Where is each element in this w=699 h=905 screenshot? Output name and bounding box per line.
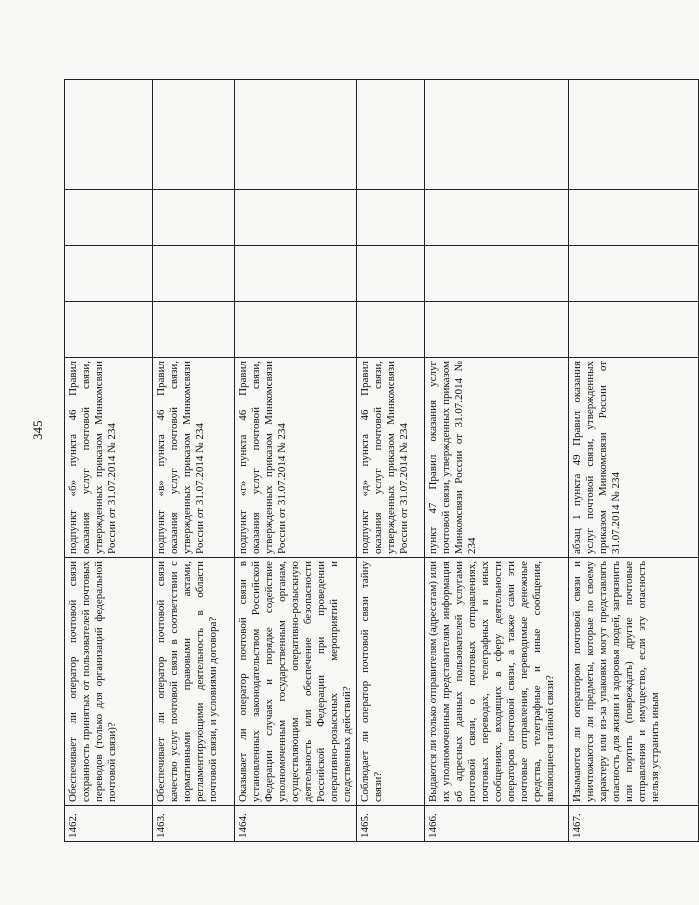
table-row — [235, 80, 357, 842]
note-cell — [153, 80, 235, 190]
answer-no-cell — [65, 246, 153, 302]
row-number: 1462. — [65, 806, 153, 842]
row-question: Обеспечивает ли оператор почтовой связи качество услуг почтовой связи в соответствии с нормативными правовыми актами, регламентирующими деятельность в области почтовой связи, и условиями договора? — [153, 558, 235, 806]
document-table-sheet — [64, 80, 661, 842]
answer-na-cell — [153, 190, 235, 246]
answer-yes-cell — [569, 302, 699, 358]
table-row — [357, 80, 425, 842]
answer-yes-cell — [235, 302, 357, 358]
page-number: 345 — [30, 420, 45, 440]
row-question: Обеспечивает ли оператор почтовой связи сохранность принятых от пользователей почтовых переводов (только для организаций федеральной почтовой связи)? — [65, 558, 153, 806]
answer-yes-cell — [65, 302, 153, 358]
note-cell — [569, 80, 699, 190]
row-legal-reference: пункт 47 Правил оказания услуг почтовой связи, утвержденных приказом Минкомсвязи России от 31.07.2014 № 234 — [425, 358, 569, 558]
answer-no-cell — [153, 246, 235, 302]
note-cell — [357, 80, 425, 190]
table-row — [425, 80, 569, 842]
note-cell — [235, 80, 357, 190]
note-cell — [425, 80, 569, 190]
row-number: 1464. — [235, 806, 357, 842]
row-number: 1467. — [569, 806, 699, 842]
answer-na-cell — [65, 190, 153, 246]
answer-na-cell — [357, 190, 425, 246]
answer-yes-cell — [425, 302, 569, 358]
row-question: Оказывает ли оператор почтовой связи в установленных законодательством Российской Федерации случаях и порядке содействие уполномоченным государственным органам, осуществляющим оперативно-розыскную деятельность или обеспечение безопасности Российской Федерации при проведении оперативно-розыскных мероприятий и следственных действий? — [235, 558, 357, 806]
row-legal-reference: абзац 1 пункта 49 Правил оказания услуг почтовой связи, утвержденных приказом Минкомсвязи России от 31.07.2014 № 234 — [569, 358, 699, 558]
row-legal-reference: подпункт «д» пункта 46 Правил оказания услуг почтовой связи, утвержденных приказом Минкомсвязи России от 31.07.2014 № 234 — [357, 358, 425, 558]
answer-na-cell — [425, 190, 569, 246]
answer-no-cell — [425, 246, 569, 302]
table-row — [65, 80, 153, 842]
row-legal-reference: подпункт «г» пункта 46 Правил оказания услуг почтовой связи, утвержденных приказом Минкомсвязи России от 31.07.2014 № 234 — [235, 358, 357, 558]
row-question: Изымаются ли оператором почтовой связи и уничтожаются ли предметы, которые по своему характеру или из-за упаковки могут представлять опасность для жизни и здоровья людей, загрязнить или портить (повреждать) другие почтовые отправления и имущество, если эту опасность нельзя устранить иным — [569, 558, 699, 806]
answer-na-cell — [569, 190, 699, 246]
checklist-table — [64, 79, 699, 842]
answer-no-cell — [235, 246, 357, 302]
row-legal-reference: подпункт «в» пункта 46 Правил оказания услуг почтовой связи, утвержденных приказом Минкомсвязи России от 31.07.2014 № 234 — [153, 358, 235, 558]
answer-na-cell — [235, 190, 357, 246]
row-number: 1463. — [153, 806, 235, 842]
row-number: 1466. — [425, 806, 569, 842]
table-row — [569, 80, 699, 842]
row-number: 1465. — [357, 806, 425, 842]
note-cell — [65, 80, 153, 190]
row-legal-reference: подпункт «б» пункта 46 Правил оказания услуг почтовой связи, утвержденных приказом Минкомсвязи России от 31.07.2014 № 234 — [65, 358, 153, 558]
table-row — [153, 80, 235, 842]
answer-yes-cell — [153, 302, 235, 358]
answer-yes-cell — [357, 302, 425, 358]
answer-no-cell — [357, 246, 425, 302]
row-question: Соблюдает ли оператор почтовой связи тайну связи? — [357, 558, 425, 806]
answer-no-cell — [569, 246, 699, 302]
row-question: Выдаются ли только отправителям (адресатам) или их уполномоченным представителям информация об адресных данных пользователей услугами почтовой связи, о почтовых отправлениях, почтовых переводах, телеграфных и иных сообщениях, входящих в сферу деятельности операторов почтовой связи, а также сами эти почтовые отправления, переводимые денежные средства, телеграфные и иные сообщения, являющиеся тайной связи? — [425, 558, 569, 806]
